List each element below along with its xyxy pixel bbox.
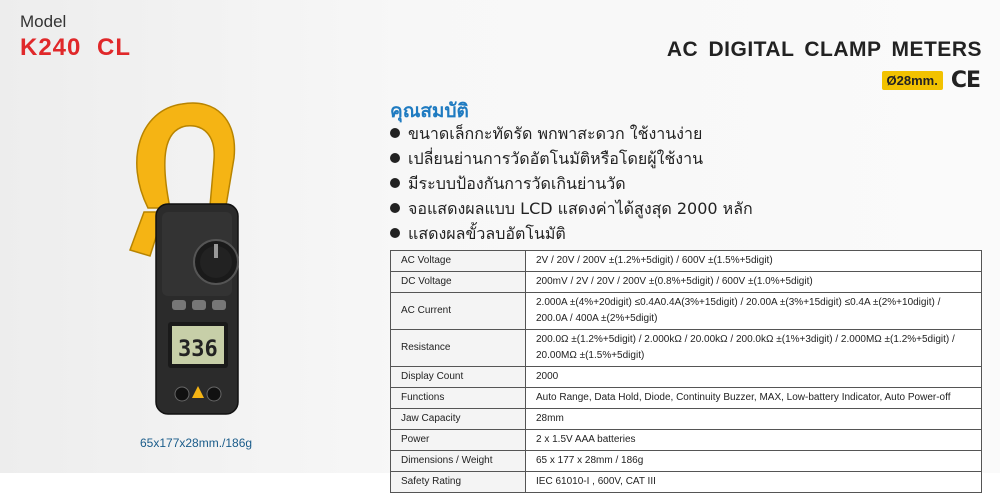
table-row: [391, 409, 982, 430]
bullet-icon: [390, 128, 400, 138]
lcd-reading: 336: [178, 337, 218, 362]
table-row: [391, 251, 982, 272]
table-row: [391, 272, 982, 293]
spec-value: 65 x 177 x 28mm / 186g: [526, 451, 982, 472]
spec-label: Resistance: [391, 330, 526, 367]
spec-label: Display Count: [391, 367, 526, 388]
spec-value: 200mV / 2V / 20V / 200V ±(0.8%+5digit) / 600V ±(1.0%+5digit): [526, 272, 982, 293]
features-title: คุณสมบัติ: [390, 100, 469, 122]
table-row: [391, 367, 982, 388]
spec-value: 200.0Ω ±(1.2%+5digit) / 2.000kΩ / 20.00kΩ / 200.0kΩ ±(1%+3digit) / 2.000MΩ ±(1.2%+5digit) / 20.00MΩ ±(1.5%+5digit): [526, 330, 982, 367]
bullet-icon: [390, 178, 400, 188]
bullet-icon: [390, 228, 400, 238]
feature-text: จอแสดงผลแบบ LCD แสดงค่าได้สูงสุด 2000 หลัก: [408, 199, 753, 218]
jaw-size-badge: Ø28mm.: [882, 71, 943, 90]
feature-item: [390, 221, 753, 246]
spec-label: Jaw Capacity: [391, 409, 526, 430]
feature-item: [390, 171, 753, 196]
model-label: Model: [20, 12, 67, 31]
spec-label: DC Voltage: [391, 272, 526, 293]
spec-value: 28mm: [526, 409, 982, 430]
bullet-icon: [390, 153, 400, 163]
spec-label: Functions: [391, 388, 526, 409]
spec-label: Safety Rating: [391, 472, 526, 493]
spec-value: 2V / 20V / 200V ±(1.2%+5digit) / 600V ±(1.5%+5digit): [526, 251, 982, 272]
table-row: [391, 388, 982, 409]
spec-label: Power: [391, 430, 526, 451]
table-row: [391, 472, 982, 493]
table-row: [391, 430, 982, 451]
spec-label: AC Voltage: [391, 251, 526, 272]
table-row: [391, 330, 982, 367]
feature-text: ขนาดเล็กกะทัดรัด พกพาสะดวก ใช้งานง่าย: [408, 124, 703, 143]
spec-value: IEC 61010-I , 600V, CAT III: [526, 472, 982, 493]
features-list: [390, 121, 753, 246]
spec-value: Auto Range, Data Hold, Diode, Continuity Buzzer, MAX, Low-battery Indicator, Auto Power-off: [526, 388, 982, 409]
feature-item: [390, 146, 753, 171]
feature-text: แสดงผลขั้วลบอัตโนมัติ: [408, 224, 566, 243]
model-code: K240 CL: [20, 34, 132, 61]
clamp-meter-image: [120, 100, 260, 420]
bullet-icon: [390, 203, 400, 213]
dimensions-caption: 65x177x28mm./186g: [140, 436, 253, 450]
spec-value: 2.000A ±(4%+20digit) ≤0.4A0.4A(3%+15digit) / 20.00A ±(3%+15digit) ≤0.4A ±(2%+10digit) / 200.0A / 400A ±(2%+5digit): [526, 293, 982, 330]
feature-text: มีระบบป้องกันการวัดเกินย่านวัด: [408, 174, 626, 193]
certification-badges: [882, 68, 981, 93]
spec-label: Dimensions / Weight: [391, 451, 526, 472]
spec-table: [390, 250, 982, 493]
table-row: [391, 451, 982, 472]
ce-mark-icon: CE: [950, 68, 980, 93]
product-title: AC DIGITAL CLAMP METERS: [666, 38, 982, 61]
feature-text: เปลี่ยนย่านการวัดอัตโนมัติหรือโดยผู้ใช้งาน: [408, 149, 704, 168]
table-row: [391, 293, 982, 330]
spec-label: AC Current: [391, 293, 526, 330]
clamp-meter-icon: [120, 100, 260, 420]
feature-item: [390, 196, 753, 221]
spec-value: 2 x 1.5V AAA batteries: [526, 430, 982, 451]
feature-item: [390, 121, 753, 146]
spec-value: 2000: [526, 367, 982, 388]
